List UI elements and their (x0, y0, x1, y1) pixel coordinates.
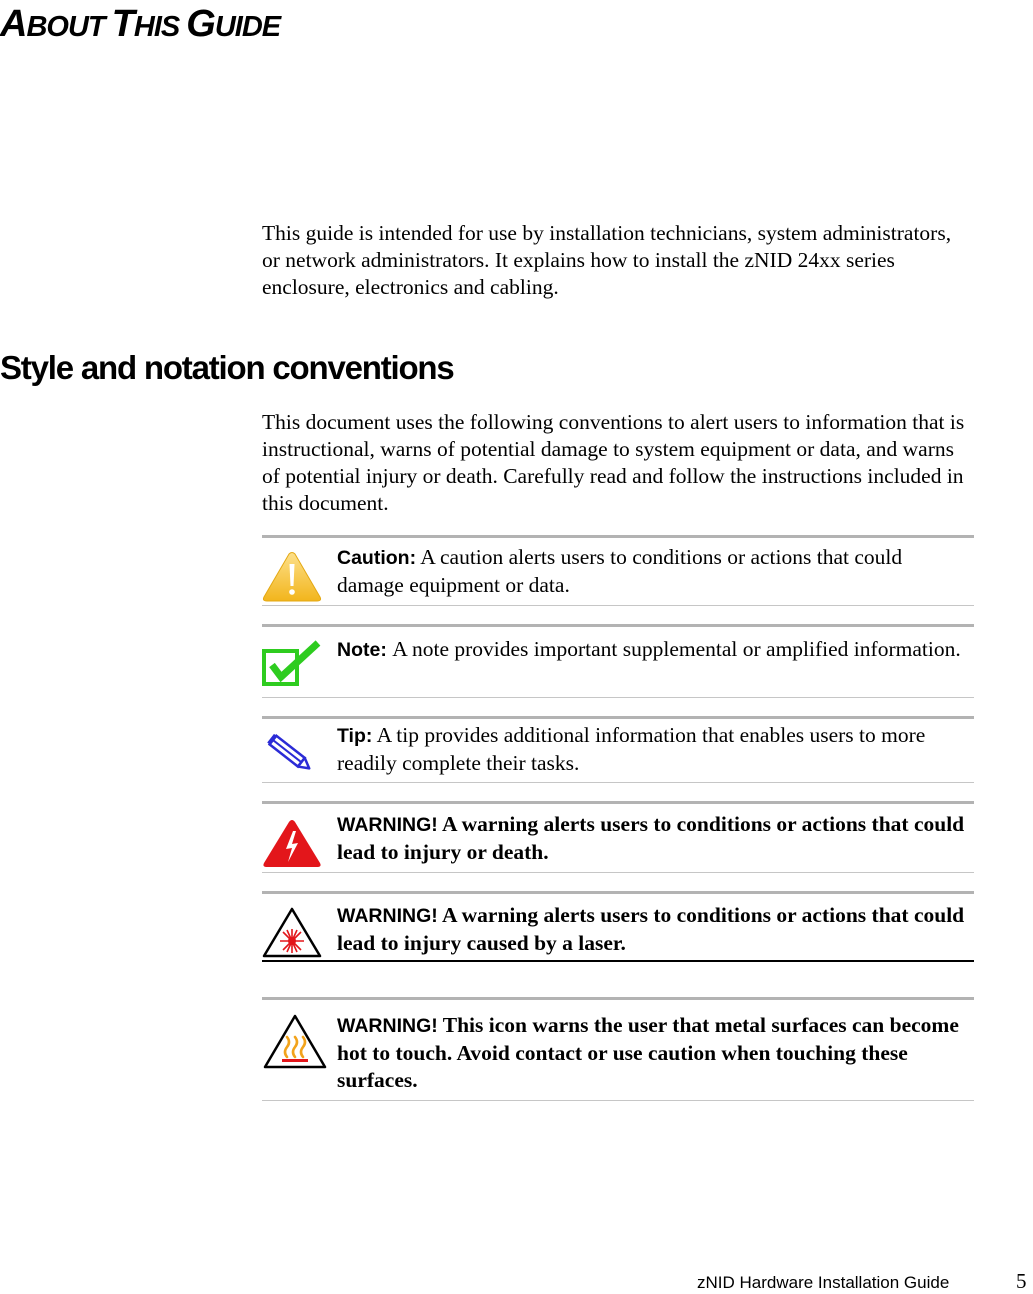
notice-message: A warning alerts users to conditions or actions that could lead to injury caused by a laser. (337, 903, 965, 955)
notice-text (337, 1012, 974, 1094)
notice-divider (262, 960, 974, 962)
checkmark-icon (262, 639, 322, 689)
chapter-title-letter: G (186, 3, 215, 45)
pencil-icon (262, 728, 318, 780)
electrical-hazard-icon (262, 818, 322, 870)
notice-divider (262, 801, 974, 804)
notice-divider (262, 782, 974, 783)
notice-text (337, 902, 974, 957)
notice-divider (262, 1100, 974, 1101)
notice-divider (262, 997, 974, 1000)
notice-label: WARNING! (337, 905, 438, 927)
intro-paragraph: This guide is intended for use by installation technicians, system administrators, or network administrators. It explains how to install the zNID 24xx series enclosure, electronics and cabling. (262, 221, 952, 299)
chapter-title-part: BOUT (26, 11, 112, 43)
chapter-title-part: UIDE (214, 11, 281, 43)
section-paragraph: This document uses the following conventions to alert users to information that is instructional, warns of potential damage to system equipment or data, and warns of potential injury or death. Carefully read and follow the instructions included in this document. (262, 410, 965, 515)
notice-text (337, 811, 974, 866)
notice-message: A note provides important supplemental or amplified information. (392, 637, 961, 661)
chapter-title-letter: T (111, 3, 134, 45)
notice-label: WARNING! (337, 814, 438, 836)
caution-triangle-icon (262, 551, 322, 603)
notice-message: This icon warns the user that metal surfaces can become hot to touch. Avoid contact or use caution when touching these surfaces. (337, 1013, 959, 1092)
notice-divider (262, 624, 974, 627)
section-heading: Style and notation conventions (0, 349, 454, 386)
notice-label: Note: (337, 639, 393, 661)
notice-label: WARNING! (337, 1015, 438, 1037)
chapter-title (0, 2, 280, 49)
notice-divider (262, 716, 974, 719)
notice-divider (262, 605, 974, 606)
notice-text (337, 722, 974, 777)
page-number: 5 (1016, 1269, 1027, 1293)
chapter-title-letter: A (0, 3, 27, 45)
notice-message: A caution alerts users to conditions or actions that could damage equipment or data. (337, 545, 903, 597)
notice-text (337, 544, 974, 599)
hot-surface-icon (262, 1013, 328, 1071)
notice-message: A tip provides additional information that enables users to more readily complete their tasks. (337, 723, 926, 775)
notice-divider (262, 697, 974, 698)
notice-label: Tip: (337, 725, 373, 747)
notice-message: A warning alerts users to conditions or actions that could lead to injury or death. (337, 812, 965, 864)
notice-divider (262, 891, 974, 894)
laser-hazard-icon (262, 907, 322, 959)
footer-title: zNID Hardware Installation Guide (697, 1273, 950, 1292)
notice-divider (262, 872, 974, 873)
notice-text (337, 636, 974, 664)
chapter-title-part: HIS (133, 11, 187, 43)
notice-label: Caution: (337, 547, 417, 569)
notice-divider (262, 535, 974, 538)
